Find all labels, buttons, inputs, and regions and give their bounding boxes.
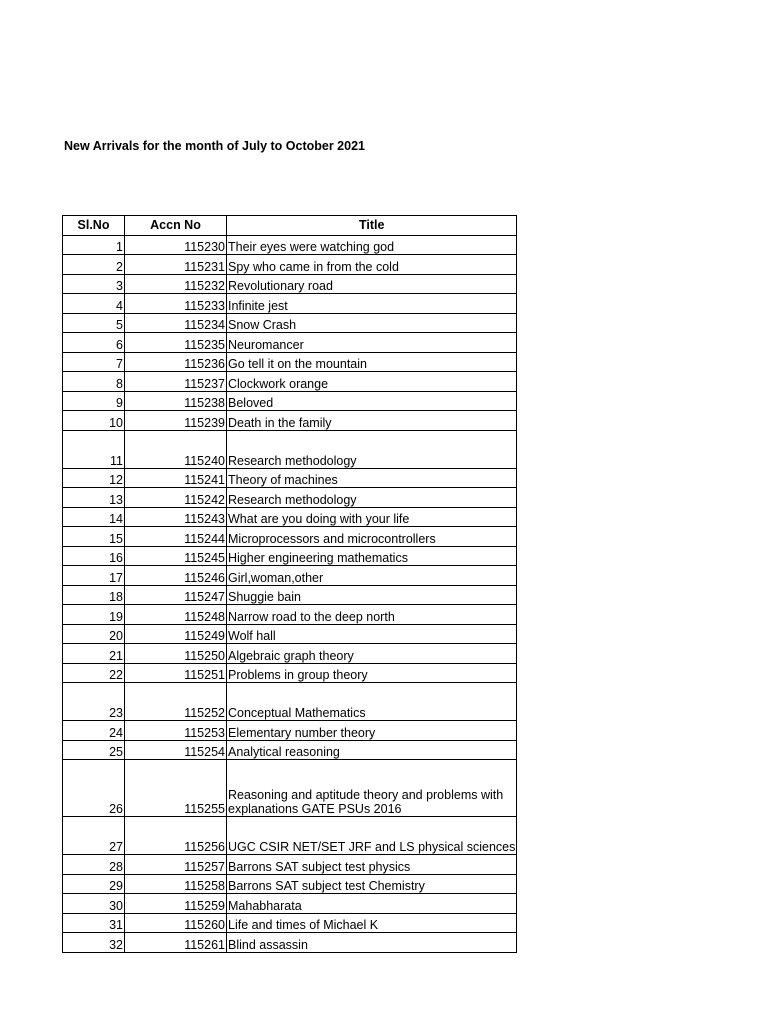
cell-sl-no: 7 [63, 352, 125, 372]
table-row [63, 372, 517, 392]
cell-title: Elementary number theory [227, 721, 517, 741]
table-row [63, 894, 517, 914]
cell-accn-no: 115252 [125, 683, 227, 721]
header-sl-no: Sl.No [63, 216, 125, 236]
table-row [63, 683, 517, 721]
cell-sl-no: 18 [63, 585, 125, 605]
table-row [63, 624, 517, 644]
cell-title: Snow Crash [227, 313, 517, 333]
header-title: Title [227, 216, 517, 236]
cell-sl-no: 8 [63, 372, 125, 392]
cell-accn-no: 115260 [125, 913, 227, 933]
table-row [63, 740, 517, 760]
new-arrivals-table [62, 215, 517, 953]
table-row [63, 294, 517, 314]
cell-sl-no: 11 [63, 430, 125, 468]
table-row [63, 411, 517, 431]
table-row [63, 527, 517, 547]
cell-title: Mahabharata [227, 894, 517, 914]
cell-accn-no: 115256 [125, 817, 227, 855]
cell-sl-no: 32 [63, 933, 125, 953]
table-row [63, 644, 517, 664]
table-row [63, 874, 517, 894]
cell-accn-no: 115244 [125, 527, 227, 547]
cell-sl-no: 9 [63, 391, 125, 411]
cell-sl-no: 5 [63, 313, 125, 333]
cell-sl-no: 21 [63, 644, 125, 664]
cell-title: Girl,woman,other [227, 566, 517, 586]
cell-sl-no: 10 [63, 411, 125, 431]
cell-accn-no: 115255 [125, 760, 227, 817]
cell-accn-no: 115250 [125, 644, 227, 664]
table-row [63, 430, 517, 468]
table-row [63, 913, 517, 933]
cell-accn-no: 115248 [125, 605, 227, 625]
cell-accn-no: 115249 [125, 624, 227, 644]
cell-title: Life and times of Michael K [227, 913, 517, 933]
cell-sl-no: 25 [63, 740, 125, 760]
cell-accn-no: 115240 [125, 430, 227, 468]
cell-sl-no: 30 [63, 894, 125, 914]
cell-accn-no: 115247 [125, 585, 227, 605]
cell-title: Neuromancer [227, 333, 517, 353]
cell-accn-no: 115259 [125, 894, 227, 914]
table-row [63, 817, 517, 855]
cell-accn-no: 115258 [125, 874, 227, 894]
table-row [63, 933, 517, 953]
cell-accn-no: 115261 [125, 933, 227, 953]
cell-sl-no: 20 [63, 624, 125, 644]
cell-sl-no: 14 [63, 507, 125, 527]
cell-title: Shuggie bain [227, 585, 517, 605]
table-row [63, 391, 517, 411]
cell-title: Spy who came in from the cold [227, 255, 517, 275]
cell-sl-no: 23 [63, 683, 125, 721]
table-header-row [63, 216, 517, 236]
cell-accn-no: 115243 [125, 507, 227, 527]
cell-sl-no: 29 [63, 874, 125, 894]
table-row [63, 274, 517, 294]
cell-sl-no: 24 [63, 721, 125, 741]
cell-title: Research methodology [227, 488, 517, 508]
cell-title: Infinite jest [227, 294, 517, 314]
cell-sl-no: 26 [63, 760, 125, 817]
cell-accn-no: 115235 [125, 333, 227, 353]
cell-sl-no: 17 [63, 566, 125, 586]
cell-title: Theory of machines [227, 468, 517, 488]
cell-title: Death in the family [227, 411, 517, 431]
cell-title: Analytical reasoning [227, 740, 517, 760]
cell-title: Higher engineering mathematics [227, 546, 517, 566]
cell-accn-no: 115232 [125, 274, 227, 294]
cell-accn-no: 115254 [125, 740, 227, 760]
cell-title: Wolf hall [227, 624, 517, 644]
table-row [63, 488, 517, 508]
cell-title: Problems in group theory [227, 663, 517, 683]
cell-sl-no: 2 [63, 255, 125, 275]
cell-accn-no: 115257 [125, 855, 227, 875]
table-row [63, 663, 517, 683]
cell-sl-no: 15 [63, 527, 125, 547]
table-row [63, 313, 517, 333]
cell-title: Barrons SAT subject test Chemistry [227, 874, 517, 894]
cell-title: Beloved [227, 391, 517, 411]
cell-accn-no: 115246 [125, 566, 227, 586]
table-row [63, 468, 517, 488]
cell-title: Reasoning and aptitude theory and problems with explanations GATE PSUs 2016 [227, 760, 517, 817]
cell-sl-no: 31 [63, 913, 125, 933]
table-row [63, 333, 517, 353]
cell-sl-no: 28 [63, 855, 125, 875]
cell-title: Algebraic graph theory [227, 644, 517, 664]
cell-sl-no: 1 [63, 235, 125, 255]
cell-accn-no: 115241 [125, 468, 227, 488]
document-title: New Arrivals for the month of July to October 2021 [64, 139, 365, 153]
table-row [63, 585, 517, 605]
cell-accn-no: 115236 [125, 352, 227, 372]
cell-accn-no: 115239 [125, 411, 227, 431]
cell-accn-no: 115253 [125, 721, 227, 741]
cell-title: UGC CSIR NET/SET JRF and LS physical sciences [227, 817, 517, 855]
table-row [63, 760, 517, 817]
table-row [63, 255, 517, 275]
table-row [63, 855, 517, 875]
cell-title: Go tell it on the mountain [227, 352, 517, 372]
cell-accn-no: 115234 [125, 313, 227, 333]
table-row [63, 235, 517, 255]
cell-sl-no: 22 [63, 663, 125, 683]
cell-accn-no: 115251 [125, 663, 227, 683]
cell-accn-no: 115231 [125, 255, 227, 275]
cell-title: Conceptual Mathematics [227, 683, 517, 721]
cell-title: Microprocessors and microcontrollers [227, 527, 517, 547]
cell-title: Barrons SAT subject test physics [227, 855, 517, 875]
cell-title: Clockwork orange [227, 372, 517, 392]
cell-sl-no: 13 [63, 488, 125, 508]
cell-sl-no: 3 [63, 274, 125, 294]
table-row [63, 566, 517, 586]
table-row [63, 605, 517, 625]
cell-accn-no: 115245 [125, 546, 227, 566]
cell-sl-no: 12 [63, 468, 125, 488]
cell-accn-no: 115242 [125, 488, 227, 508]
cell-title: Their eyes were watching god [227, 235, 517, 255]
table-row [63, 546, 517, 566]
table-row [63, 352, 517, 372]
cell-accn-no: 115233 [125, 294, 227, 314]
cell-title: What are you doing with your life [227, 507, 517, 527]
cell-title: Revolutionary road [227, 274, 517, 294]
cell-accn-no: 115238 [125, 391, 227, 411]
cell-accn-no: 115237 [125, 372, 227, 392]
cell-sl-no: 19 [63, 605, 125, 625]
cell-title: Blind assassin [227, 933, 517, 953]
cell-title: Narrow road to the deep north [227, 605, 517, 625]
cell-sl-no: 4 [63, 294, 125, 314]
cell-title: Research methodology [227, 430, 517, 468]
table-row [63, 507, 517, 527]
cell-sl-no: 6 [63, 333, 125, 353]
cell-sl-no: 27 [63, 817, 125, 855]
cell-sl-no: 16 [63, 546, 125, 566]
table-row [63, 721, 517, 741]
cell-accn-no: 115230 [125, 235, 227, 255]
header-accn-no: Accn No [125, 216, 227, 236]
